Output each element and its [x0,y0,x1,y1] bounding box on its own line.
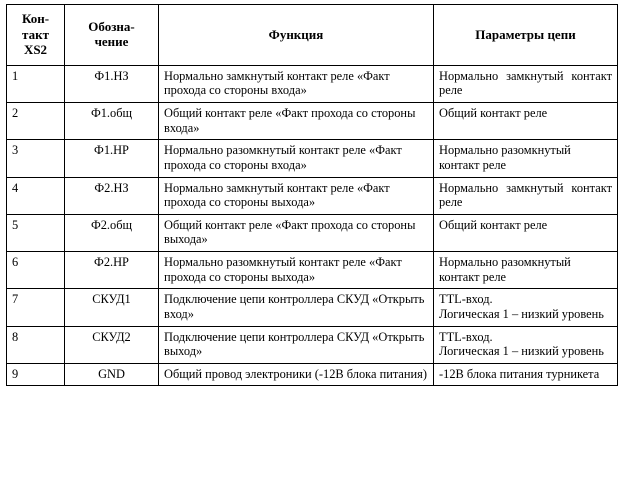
cell-designation: Ф1.НЗ [65,65,159,102]
table-row [7,326,618,363]
cell-contact-number: 3 [7,140,65,177]
table-row [7,65,618,102]
column-header-designation-line2: чение [94,34,129,50]
cell-params: Нормально разомкнутый контакт реле [434,252,618,289]
cell-contact-number: 5 [7,214,65,251]
cell-designation: GND [65,363,159,386]
cell-designation: Ф2.общ [65,214,159,251]
pinout-table [6,4,618,386]
cell-params: Общий контакт реле [434,214,618,251]
cell-params: Общий контакт реле [434,103,618,140]
table-header [7,5,618,66]
table-row [7,214,618,251]
table-row [7,177,618,214]
cell-params: Нормально замкнутый контакт реле [434,177,618,214]
column-header-designation-line1: Обозна- [88,18,135,34]
column-header-params: Параметры цепи [434,5,618,66]
cell-function: Подключение цепи контроллера СКУД «Открыть вход» [159,289,434,326]
table-row [7,363,618,386]
cell-function: Нормально разомкнутый контакт реле «Факт прохода со стороны входа» [159,140,434,177]
cell-params: Нормально замкнутый контакт реле [434,65,618,102]
cell-designation: Ф1.НР [65,140,159,177]
cell-function: Нормально замкнутый контакт реле «Факт прохода со стороны входа» [159,65,434,102]
column-header-contact-line2: такт [22,26,49,42]
cell-params-line: Логическая 1 – низкий уровень [439,344,604,359]
cell-contact-number: 1 [7,65,65,102]
cell-designation: Ф1.общ [65,103,159,140]
cell-contact-number: 7 [7,289,65,326]
table-body [7,65,618,386]
cell-contact-number: 8 [7,326,65,363]
table-row [7,252,618,289]
cell-function: Нормально разомкнутый контакт реле «Факт прохода со стороны выхода» [159,252,434,289]
cell-function: Нормально замкнутый контакт реле «Факт прохода со стороны выхода» [159,177,434,214]
cell-params: TTL-вход. Логическая 1 – низкий уровень [434,289,618,326]
table-row [7,289,618,326]
cell-function: Общий провод электроники (-12В блока питания) [159,363,434,386]
cell-function: Общий контакт реле «Факт прохода со стороны выхода» [159,214,434,251]
cell-params: TTL-вход. Логическая 1 – низкий уровень [434,326,618,363]
cell-designation: Ф2.НЗ [65,177,159,214]
cell-params: Нормально разомкнутый контакт реле [434,140,618,177]
cell-designation: СКУД2 [65,326,159,363]
column-header-contact-line3: XS2 [23,42,48,58]
table-row [7,103,618,140]
column-header-contact [7,5,65,66]
cell-function: Общий контакт реле «Факт прохода со стороны входа» [159,103,434,140]
cell-params-line: Логическая 1 – низкий уровень [439,306,604,321]
cell-contact-number: 9 [7,363,65,386]
table-header-row [7,5,618,66]
cell-contact-number: 4 [7,177,65,214]
table-row [7,140,618,177]
cell-function: Подключение цепи контроллера СКУД «Открыть выход» [159,326,434,363]
column-header-contact-line1: Кон- [21,11,50,26]
cell-contact-number: 2 [7,103,65,140]
cell-designation: СКУД1 [65,289,159,326]
column-header-function: Функция [159,5,434,66]
cell-params: -12В блока питания турникета [434,363,618,386]
cell-designation: Ф2.НР [65,252,159,289]
column-header-designation [65,5,159,66]
cell-contact-number: 6 [7,252,65,289]
